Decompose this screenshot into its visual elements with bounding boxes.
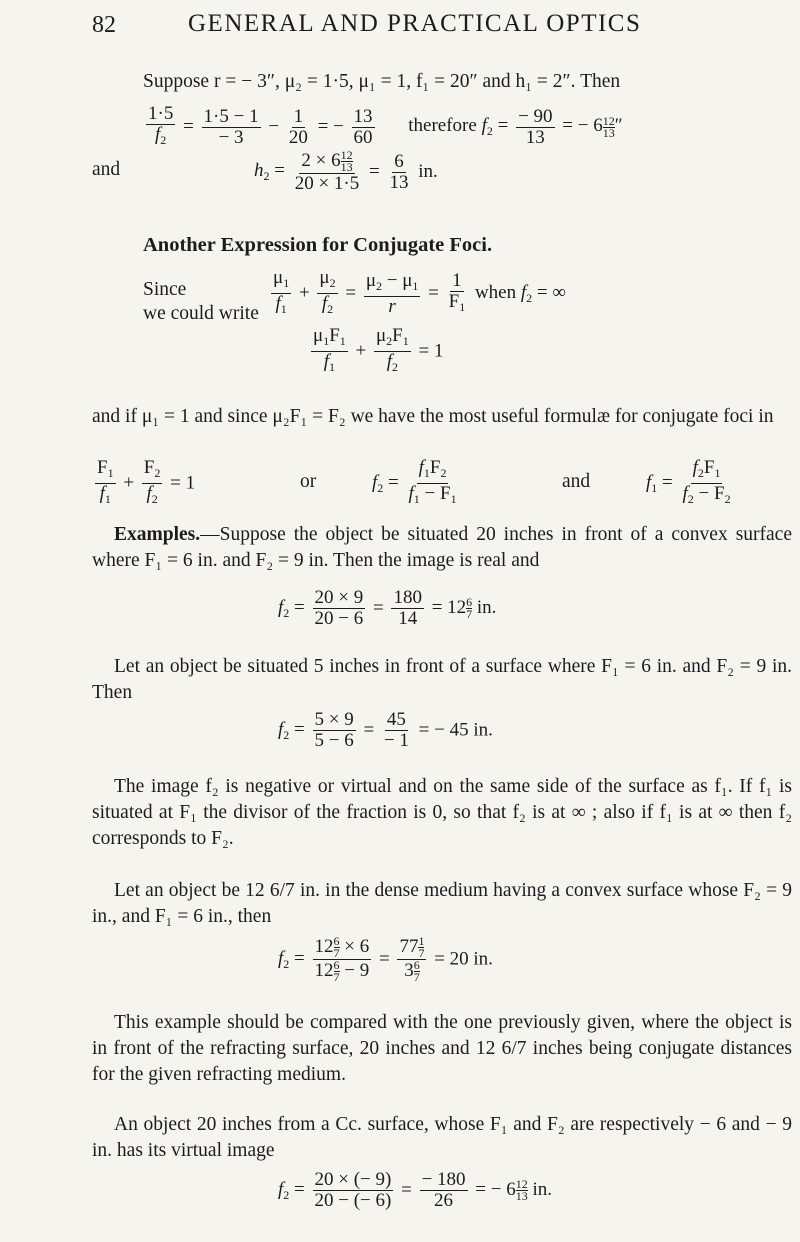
examples-paragraph-6: An object 20 inches from a Cc. surface, whose F₁ and F₂ are respectively − 6 and − 9 in. has its virtual image xyxy=(92,1114,792,1161)
formula-f2: $f_2$ = $\frac{f_1F_2}{f_1 - F_1}$ xyxy=(372,457,457,506)
formula-conjugate-sum: $\frac{F_1}{f_1}$ + $\frac{F_2}{f_2}$ = 1 xyxy=(97,457,196,506)
equation-focal-length: $\frac{1\cdot 5}{f_2}$ = $\frac{1\cdot 5 - 1}{- 3}$ − $\frac{1}{20}$ = − $\frac{13}{60}$ therefore $f_2$ = $\frac{- 90}{13}$ = − 6 $\frac{12}{13}$ ″ xyxy=(148,103,623,148)
examples-paragraph-4: Let an object be 12 6/7 in. in the dense medium having a convex surface whose F₂ = 9 in., and F₁ = 6 in., then xyxy=(92,880,792,927)
paragraph-formulae: and if μ₁ = 1 and since μ₂F₁ = F₂ we have the most useful formulæ for conjugate foci in xyxy=(92,406,774,427)
page-number: 82 xyxy=(92,12,116,38)
suppose-line: Suppose r = − 3″, μ₂ = 1·5, μ₁ = 1, f₁ = 20″ and h₁ = 2″. Then xyxy=(143,71,621,92)
examples-paragraph-3: The image f₂ is negative or virtual and on the same side of the surface as f₁. If f₁ is situated at F₁ the divisor of the fraction is 0, so that f₂ is at ∞ ; also if f₁ is at ∞ then f₂ corresponds to F₂. xyxy=(92,776,792,849)
since-word: Since xyxy=(143,279,187,300)
examples-paragraph-1 xyxy=(92,522,792,574)
equation-image-height: $h_2$ = 2 × 6 $\frac{12}{13}$ 20 × 1·5 = $\frac{6}{13}$ in. xyxy=(254,148,438,194)
and-word: and xyxy=(92,159,121,180)
page-header xyxy=(0,8,800,42)
or-word: or xyxy=(300,471,317,492)
we-could-write: we could write xyxy=(143,303,259,324)
examples-text-1: —Suppose the object be situated 20 inches in front of a convex surface where F₁ = 6 in. and F₂ = 9 in. Then the image is real and xyxy=(92,524,792,571)
formula-f1: $f_1$ = $\frac{f_2F_1}{f_2 - F_2}$ xyxy=(646,457,731,506)
running-title: GENERAL AND PRACTICAL OPTICS xyxy=(188,10,642,37)
examples-label: Examples. xyxy=(114,524,201,545)
examples-paragraph-2: Let an object be situated 5 inches in front of a surface where F₁ = 6 in. and F₂ = 9 in. Then xyxy=(92,656,792,703)
example-equation-4: $f_2$ = $\frac{20 \times (- 9)}{20 - (- 6)}$ = $\frac{- 180}{26}$ = − 6 $\frac{12}{13}$ in. xyxy=(278,1169,552,1211)
examples-paragraph-5: This example should be compared with the one previously given, where the object is in front of the refracting surface, 20 inches and 12 6/7 inches being conjugate distances for the given refracting medium. xyxy=(92,1012,792,1085)
example-equation-3: $f_2$ = 12 $\frac{6}{7}$ × 6 12 $\frac{6}{7}$ − 9 = 77 $\frac{1}{7}$ 3 $\frac{6}{7}$ = 20 in. xyxy=(278,934,493,984)
section-title: Another Expression for Conjugate Foci. xyxy=(143,234,493,256)
equation-write: $\frac{\mu_1F_1}{f_1}$ + $\frac{\mu_2F_1}{f_2}$ = 1 xyxy=(313,325,444,374)
equation-since: $\frac{\mu_1}{f_1}$ + $\frac{\mu_2}{f_2}$ = $\frac{\mu_2 - \mu_1}{r}$ = $\frac{1}{F_1}$ when $f_2$ = ∞ xyxy=(273,267,566,317)
and-word-2: and xyxy=(562,471,591,492)
example-equation-2: $f_2$ = $\frac{5 \times 9}{5 - 6}$ = $\frac{45}{- 1}$ = − 45 in. xyxy=(278,709,493,751)
example-equation-1: $f_2$ = $\frac{20 \times 9}{20 - 6}$ = $\frac{180}{14}$ = 12 $\frac{6}{7}$ in. xyxy=(278,587,497,629)
